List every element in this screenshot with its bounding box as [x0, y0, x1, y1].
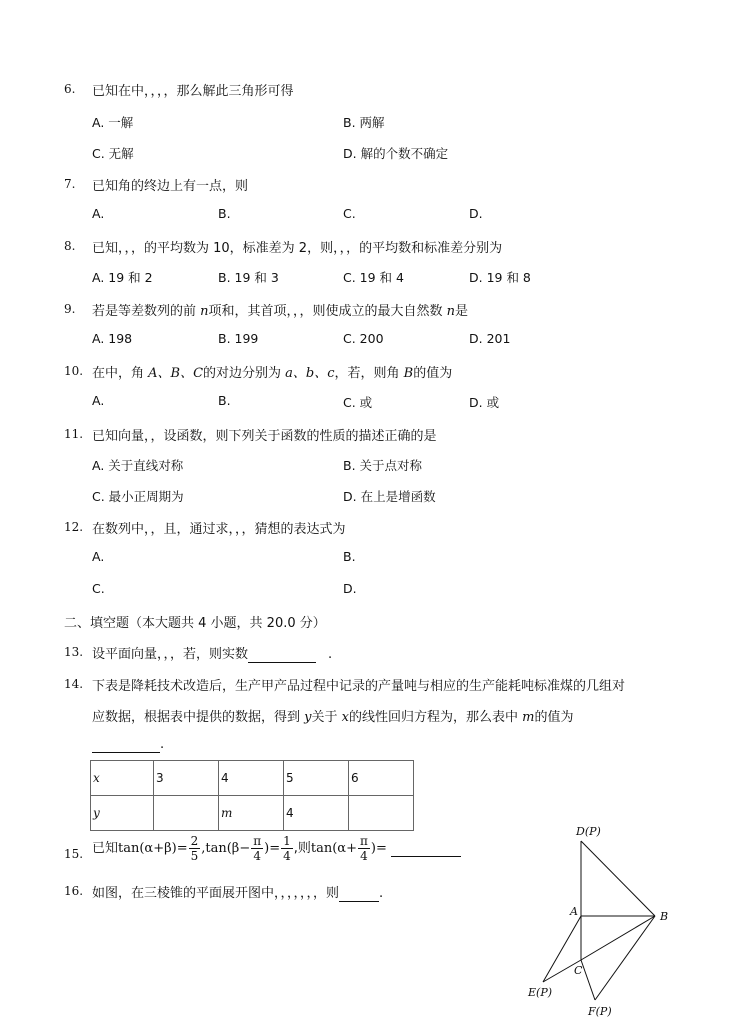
label-F: F(P): [588, 1005, 612, 1018]
section-heading: 二、填空题（本大题共 4 小题，共 20.0 分）: [64, 616, 326, 631]
q6-option-c: C. 无解: [92, 146, 134, 161]
q10-var-b: B: [403, 366, 414, 381]
q13-number: 13.: [64, 645, 84, 659]
fraction-denominator: 4: [283, 849, 291, 863]
fraction-denominator: 4: [360, 849, 368, 863]
table-cell: 3: [154, 761, 219, 796]
label-E: E(P): [528, 986, 553, 999]
q15-pre: 已知: [92, 841, 119, 856]
label-B: B: [660, 910, 669, 923]
q13-stem: [92, 643, 332, 663]
q14-answer-blank[interactable]: [92, 737, 160, 753]
label-D: D(P): [576, 825, 601, 838]
q8-option-a: A. 19 和 2: [92, 270, 153, 285]
q10-option-a: A.: [92, 393, 105, 408]
q9-var-n: n: [200, 304, 209, 319]
edge-CB: [581, 916, 655, 960]
q6-option-a: A. 一解: [92, 115, 134, 130]
q14-stem-part: 应数据，根据表中提供的数据，得到: [92, 710, 305, 725]
edge-DB: [581, 841, 655, 916]
q12-option-d: D.: [343, 581, 357, 596]
q14-stem-part: 的线性回归方程为，那么表中: [348, 710, 523, 725]
q9-stem-part: 项和，其首项，，，则使成立的最大自然数: [208, 304, 447, 319]
q11-number: 11.: [64, 427, 84, 441]
q15-stem: [92, 834, 461, 863]
q15-fraction-1-4: [281, 834, 293, 863]
q14-var-x: x: [341, 710, 349, 725]
q15-fraction-pi-4: [251, 834, 263, 863]
q7-option-c: C.: [343, 206, 356, 221]
q9-stem-part: 若是等差数列的前: [92, 304, 201, 319]
q15-paren: ): [264, 841, 270, 856]
fraction-numerator: 1: [283, 834, 291, 848]
table-cell: y: [91, 796, 154, 831]
fraction-numerator: 2: [190, 834, 199, 848]
q10-number: 10.: [64, 364, 84, 378]
q9-stem: [92, 300, 468, 319]
q15-eq: =: [176, 841, 188, 856]
q16-number: 16.: [64, 884, 84, 898]
q10-option-c: C. 或: [343, 395, 373, 410]
fraction-numerator: π: [359, 834, 368, 848]
q11-option-b: B. 关于点对称: [343, 458, 423, 473]
q10-option-d: D. 或: [469, 395, 500, 410]
table-cell: [349, 796, 414, 831]
q14-stem-part: 的值为: [534, 710, 574, 725]
q15-number: 15.: [64, 847, 84, 861]
table-cell: 6: [349, 761, 414, 796]
q8-number: 8.: [64, 239, 76, 253]
table-cell: x: [91, 761, 154, 796]
fraction-denominator: 4: [253, 849, 261, 863]
q8-stem: 已知，，，的平均数为 10，标准差为 2，则，，，的平均数和标准差分别为: [92, 241, 503, 256]
q8-option-c: C. 19 和 4: [343, 270, 404, 285]
fraction-numerator: π: [253, 834, 262, 848]
table-cell: [154, 796, 219, 831]
table-row: [91, 796, 414, 831]
q14-stem-line2: [92, 706, 573, 725]
q16-stem-text: 如图，在三棱锥的平面展开图中，，，，，，，则: [92, 886, 340, 901]
q7-option-a: A.: [92, 206, 105, 221]
q9-option-a: A. 198: [92, 331, 133, 346]
table-cell: 5: [284, 761, 349, 796]
q15-tan3: tan(α+: [310, 841, 357, 856]
q15-tan2: tan(β−: [205, 841, 251, 856]
q15-tan1: tan(α+β): [118, 841, 177, 856]
q9-option-b: B. 199: [218, 331, 259, 346]
q11-stem: 已知向量，，设函数，则下列关于函数的性质的描述正确的是: [92, 429, 437, 444]
q14-period: .: [160, 737, 165, 752]
q11-option-c: C. 最小正周期为: [92, 489, 184, 504]
data-table: [90, 760, 414, 831]
q6-stem: 已知在中，，，，那么解此三角形可得: [92, 84, 294, 99]
q7-option-b: B.: [218, 206, 231, 221]
q14-stem-line1: 下表是降耗技术改造后，生产甲产品过程中记录的产量吨与相应的生产能耗吨标准煤的几组对: [92, 679, 626, 694]
q11-option-d: D. 在上是增函数: [343, 489, 436, 504]
q15-sep: ,: [201, 841, 206, 856]
q16-answer-blank[interactable]: [339, 886, 379, 902]
q13-stem-text: 设平面向量，，，若，则实数: [92, 647, 249, 662]
q12-option-b: B.: [343, 549, 356, 564]
q16-stem: [92, 882, 383, 902]
q9-var-n: n: [446, 304, 456, 319]
q12-option-a: A.: [92, 549, 105, 564]
q11-option-a: A. 关于直线对称: [92, 458, 184, 473]
q6-option-d: D. 解的个数不确定: [343, 146, 449, 161]
q10-vars-angles: A、B、C: [148, 366, 204, 381]
q7-option-d: D.: [469, 206, 483, 221]
table-cell: 4: [219, 761, 284, 796]
q10-stem-part: ，若，则角: [334, 366, 404, 381]
fraction-denominator: 5: [190, 849, 199, 863]
q15-eq: =: [269, 841, 281, 856]
pyramid-net-figure: [520, 820, 680, 1020]
q15-fraction-2-5: [189, 834, 201, 863]
q13-period: .: [328, 647, 333, 662]
q9-option-c: C. 200: [343, 331, 384, 346]
q10-option-b: B.: [218, 393, 231, 408]
table-cell: 4: [284, 796, 349, 831]
q9-stem-part: 是: [455, 304, 469, 319]
q14-stem-part: 关于: [311, 710, 342, 725]
table-row: [91, 761, 414, 796]
q13-answer-blank[interactable]: [248, 647, 316, 663]
q8-option-b: B. 19 和 3: [218, 270, 279, 285]
q10-stem-part: 的值为: [413, 366, 453, 381]
q15-sep: ,则: [293, 841, 311, 856]
table-cell: m: [219, 796, 284, 831]
q7-stem: 已知角的终边上有一点，则: [92, 179, 249, 194]
q14-answer-line: [92, 737, 164, 753]
q14-var-y: y: [304, 710, 312, 725]
q12-option-c: C.: [92, 581, 105, 596]
edge-FB: [595, 916, 655, 1000]
q10-vars-sides: a、b、c: [285, 366, 335, 381]
label-A: A: [570, 905, 578, 918]
label-C: C: [574, 964, 583, 977]
q14-var-m: m: [522, 710, 535, 725]
q9-number: 9.: [64, 302, 76, 316]
q14-number: 14.: [64, 677, 84, 691]
q10-stem-part: 在中，角: [92, 366, 149, 381]
q8-option-d: D. 19 和 8: [469, 270, 531, 285]
q10-stem: [92, 362, 452, 381]
q16-period: .: [379, 886, 384, 901]
edge-CF: [581, 960, 595, 1000]
q15-answer-blank[interactable]: [391, 841, 461, 857]
q7-number: 7.: [64, 177, 76, 191]
q6-option-b: B. 两解: [343, 115, 385, 130]
q15-eq: =: [375, 841, 387, 856]
q12-stem: 在数列中，，且，通过求，，，猜想的表达式为: [92, 522, 346, 537]
q10-stem-part: 的对边分别为: [203, 366, 286, 381]
q12-number: 12.: [64, 520, 84, 534]
q9-option-d: D. 201: [469, 331, 511, 346]
q6-number: 6.: [64, 82, 76, 96]
q15-paren: ): [370, 841, 376, 856]
q15-fraction-pi-4: [358, 834, 370, 863]
